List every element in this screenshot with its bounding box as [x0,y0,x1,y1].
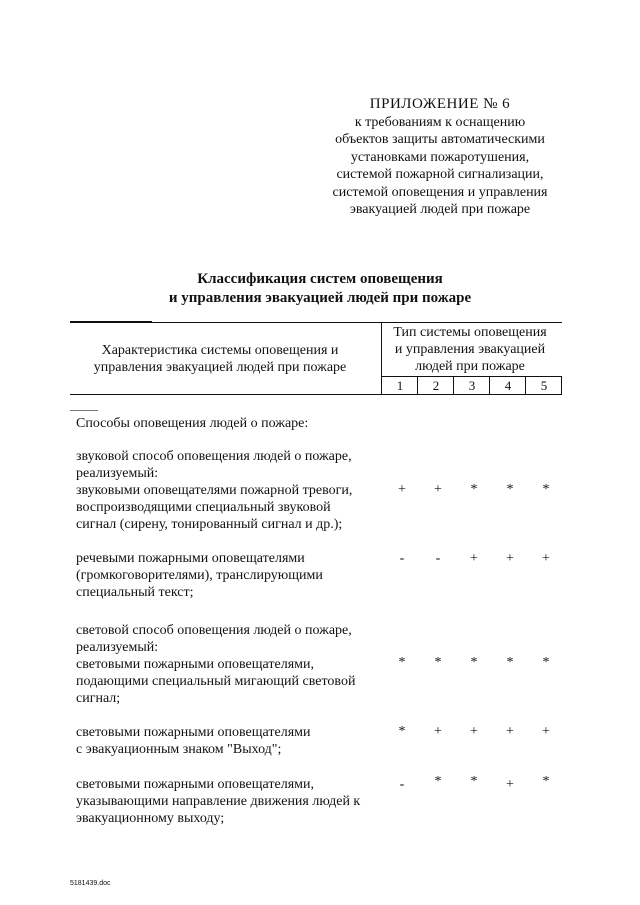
type-number-1: 1 [396,378,404,393]
row-mark-type-2: * [434,774,442,789]
header-line: Тип системы оповещения [393,325,547,340]
header-line: управления эвакуацией людей при пожаре [93,360,347,375]
type-number-3: 3 [468,378,476,393]
file-name-footer: 5181439.doc [70,880,111,887]
row-mark-type-2: - [435,551,441,566]
row-line: специальный текст; [76,585,194,600]
appendix-line: установками пожаротушения, [350,149,530,165]
row-mark-type-3: * [470,774,478,789]
header-line: Характеристика системы оповещения и [101,343,339,358]
characteristic-column-header [70,342,370,376]
table-row [76,448,388,533]
row-line: с эвакуационным знаком "Выход"; [76,742,282,757]
system-type-column-header [380,324,560,375]
row-mark-type-4: * [506,655,514,670]
appendix-line: системой оповещения и управления [332,184,548,200]
row-mark-type-4: * [506,482,514,497]
appendix-line: системой пожарной сигнализации, [336,167,544,182]
row-line: указывающими направление движения людей к [76,794,361,809]
appendix-line: объектов защиты автоматическими [335,132,545,147]
row-mark-type-5: * [542,482,550,497]
row-line: (громкоговорителями), транслирующими [76,568,323,583]
row-line: подающими специальный мигающий световой [76,674,356,689]
row-mark-type-3: * [470,482,478,497]
table-row [76,550,388,601]
header-line: и управления эвакуацией [394,342,546,357]
table-row [76,724,388,758]
row-mark-type-4: + [506,551,514,566]
row-line: световыми пожарными оповещателями [76,725,311,740]
header-line: людей при пожаре [415,359,525,374]
row-line: световыми пожарными оповещателями, [76,777,315,792]
row-mark-type-5: + [542,724,550,739]
row-line: воспроизводящими специальный звуковой [76,500,331,515]
row-mark-type-2: + [434,482,442,497]
type-numbers-top-rule [381,376,562,377]
document-title-line: Классификация систем оповещения [197,271,443,287]
row-mark-type-5: * [542,655,550,670]
document-title-line: и управления эвакуацией людей при пожаре [168,289,472,306]
row-mark-type-3: * [470,655,478,670]
type-number-4: 4 [504,378,512,393]
row-mark-type-2: * [434,655,442,670]
table-top-rule-thick [70,321,152,323]
row-line: сигнал; [76,691,121,706]
row-mark-type-3: + [470,724,478,739]
row-mark-type-5: * [542,774,550,789]
row-line: реализуемый: [76,466,159,481]
appendix-line: ПРИЛОЖЕНИЕ № 6 [369,96,511,112]
row-mark-type-1: - [399,777,405,792]
table-header-bottom-rule [70,394,562,395]
table-row-section-heading [76,415,388,432]
row-line: звуковыми оповещателями пожарной тревоги, [76,483,353,498]
type-number-2: 2 [432,378,440,393]
row-line: звуковой способ оповещения людей о пожаре, [76,449,352,464]
appendix-header [300,96,580,219]
row-line: эвакуационному выходу; [76,811,225,826]
row-mark-type-4: + [506,724,514,739]
appendix-line: к требованиям к оснащению [354,114,526,130]
row-mark-type-2: + [434,724,442,739]
row-mark-type-1: + [398,482,406,497]
row-line: световыми пожарными оповещателями, [76,657,315,672]
row-mark-type-1: * [398,655,406,670]
row-line: речевыми пожарными оповещателями [76,551,305,566]
row-mark-type-5: + [542,551,550,566]
row-line: сигнал (сирену, тонированный сигнал и др.); [76,517,343,532]
table-row [76,776,388,827]
row-mark-type-4: + [506,777,514,792]
row-line: световой способ оповещения людей о пожаре, [76,623,352,638]
row-mark-type-1: - [399,551,405,566]
row-line: реализуемый: [76,640,159,655]
appendix-line: эвакуацией людей при пожаре [349,202,531,217]
row-mark-type-1: * [398,724,406,739]
table-header-bottom-rule-stub [70,410,98,411]
document-title [0,270,640,307]
type-number-5: 5 [540,378,548,393]
row-mark-type-3: + [470,551,478,566]
row-line: Способы оповещения людей о пожаре: [76,416,309,431]
table-row [76,622,388,707]
